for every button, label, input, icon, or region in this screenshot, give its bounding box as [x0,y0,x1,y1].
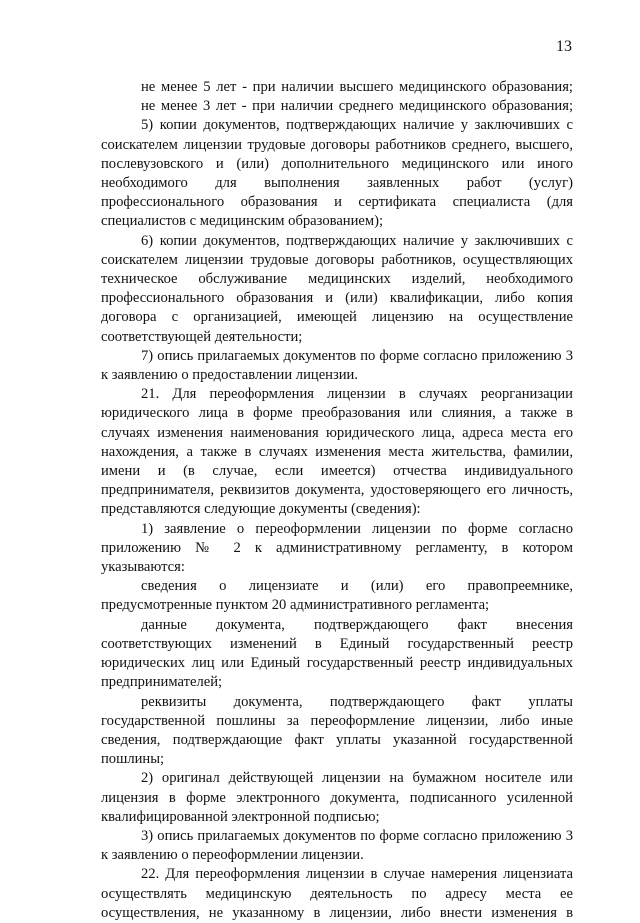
paragraph-item-6: 6) копии документов, подтверждающих наличие у заключивших с соискателем лицензии трудовые договоры работников, осуществляющих техническое обслуживание медицинских изделий, необходимого профессионального образования и (или) квалификации, либо копия договора с организацией, имеющей лицензию на осуществление соответствующей деятельности; [101,232,573,345]
paragraph-2: не менее 3 лет - при наличии среднего медицинского образования; [141,98,573,115]
paragraph-info-fee: реквизиты документа, подтверждающего факт уплаты государственной пошлины за переоформление лицензии, либо иные сведения, подтверждающие факт уплаты указанной государственной пошлины; [101,693,573,768]
page-number: 13 [556,38,572,55]
paragraph-1: не менее 5 лет - при наличии высшего медицинского образования; [141,79,573,95]
paragraph-section-21: 21. Для переоформления лицензии в случаях реорганизации юридического лица в форме преобразования или слияния, а также в случаях изменения наименования юридического лица, адреса места его нахождения, а также в случаях изменения места жительства, фамилии, имени и (в случае, если имеется) отчества индивидуального предпринимателя, реквизитов документа, удостоверяющего его личность, представляются следующие документы (сведения): [101,386,573,518]
paragraph-item-7: 7) опись прилагаемых документов по форме согласно приложению 3 к заявлению о предоставлении лицензии. [101,347,573,384]
paragraph-21-item-2: 2) оригинал действующей лицензии на бумажном носителе или лицензия в форме электронного документа, подписанного усиленной квалифицированной электронной подписью; [101,770,573,825]
paragraph-info-registry: данные документа, подтверждающего факт внесения соответствующих изменений в Единый государственный реестр юридических лиц или Единый государственный реестр индивидуальных предпринимателей; [101,616,573,691]
paragraph-item-5: 5) копии документов, подтверждающих наличие у заключивших с соискателем лицензии трудовые договоры работников среднего, высшего, послевузовского и (или) дополнительного медицинского или иного необходимого для выполнения заявленных работ (услуг) профессионального образования и сертификата специалиста (для специалистов с медицинским образованием); [101,117,573,230]
paragraph-section-22: 22. Для переоформления лицензии в случае намерения лицензиата осуществлять медицинскую деятельность по адресу места ее осуществления, не указанному в лицензии, либо внести изменения в [101,866,573,921]
document-body [101,78,573,923]
paragraph-21-item-3: 3) опись прилагаемых документов по форме согласно приложению 3 к заявлению о переоформлении лицензии. [101,827,573,864]
paragraph-info-licensee: сведения о лицензиате и (или) его правопреемнике, предусмотренные пунктом 20 административного регламента; [101,578,573,614]
paragraph-21-item-1: 1) заявление о переоформлении лицензии по форме согласно приложению № 2 к административному регламенту, в котором указываются: [101,520,573,576]
